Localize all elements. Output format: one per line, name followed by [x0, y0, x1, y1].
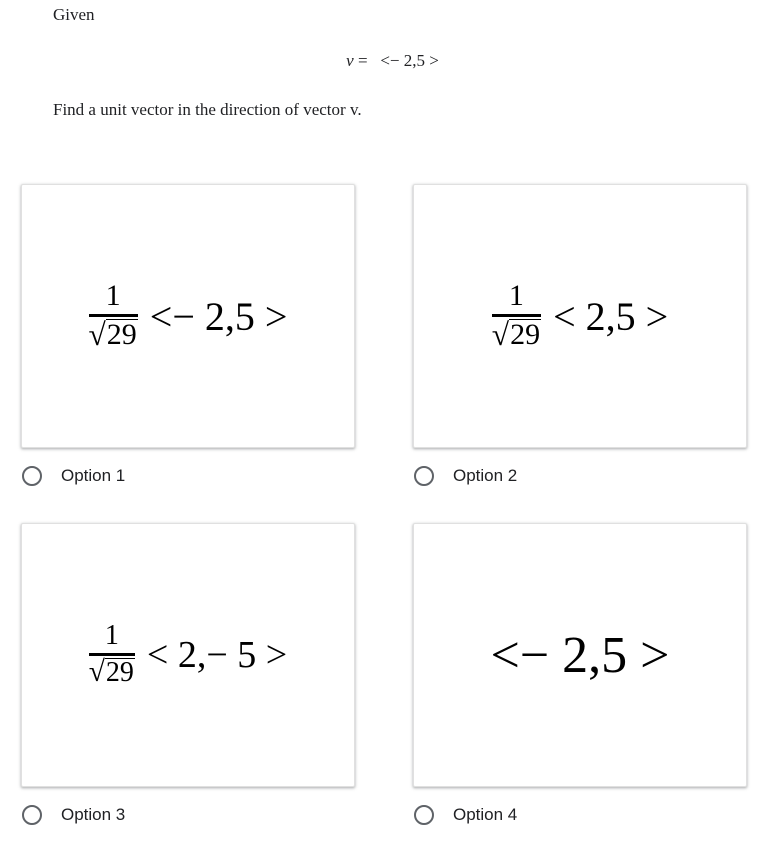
option-3-numerator: 1	[104, 620, 119, 652]
radicand: 29	[105, 657, 134, 689]
equation-vector: <− 2,5 >	[380, 51, 439, 70]
option-2-denominator	[492, 317, 541, 351]
option-1-expression	[22, 185, 354, 447]
option-3-label[interactable]: Option 3	[61, 805, 126, 824]
option-2-vector: < 2,5 >	[553, 293, 669, 339]
option-2-image-card[interactable]	[413, 184, 747, 448]
radical-icon: √	[88, 656, 105, 689]
option-3-vector: < 2,− 5 >	[146, 634, 288, 676]
option-4-image-card[interactable]	[413, 523, 747, 787]
option-2-fraction	[492, 281, 541, 351]
option-4-expression	[414, 524, 746, 786]
option-1-vector: <− 2,5 >	[149, 293, 288, 339]
option-4-vector: <− 2,5 >	[490, 626, 670, 684]
radical-icon: √	[88, 317, 106, 353]
option-3-image-card[interactable]	[21, 523, 355, 787]
option-2-label[interactable]: Option 2	[453, 466, 518, 485]
given-equation	[0, 51, 765, 71]
radicand: 29	[510, 318, 541, 352]
option-2-expression	[414, 185, 746, 447]
equation-equals: =	[357, 51, 368, 70]
option-2-numerator: 1	[508, 279, 524, 313]
option-2-radio[interactable]	[414, 466, 434, 486]
option-1-fraction	[89, 281, 138, 351]
given-label: Given	[53, 5, 95, 24]
option-4-radio[interactable]	[414, 805, 434, 825]
option-1-label[interactable]: Option 1	[61, 466, 126, 485]
option-3-fraction	[89, 622, 135, 687]
radicand: 29	[106, 318, 137, 352]
option-1-image-card[interactable]	[21, 184, 355, 448]
option-1-denominator	[89, 317, 138, 351]
option-4-label[interactable]: Option 4	[453, 805, 518, 824]
question-text: Find a unit vector in the direction of vector v.	[53, 100, 362, 119]
equation-variable: v	[346, 51, 354, 70]
option-1-numerator: 1	[105, 279, 121, 313]
option-3-denominator	[89, 656, 135, 687]
radical-icon: √	[491, 317, 510, 353]
option-3-expression	[22, 524, 354, 786]
option-1-radio[interactable]	[22, 466, 42, 486]
option-3-radio[interactable]	[22, 805, 42, 825]
